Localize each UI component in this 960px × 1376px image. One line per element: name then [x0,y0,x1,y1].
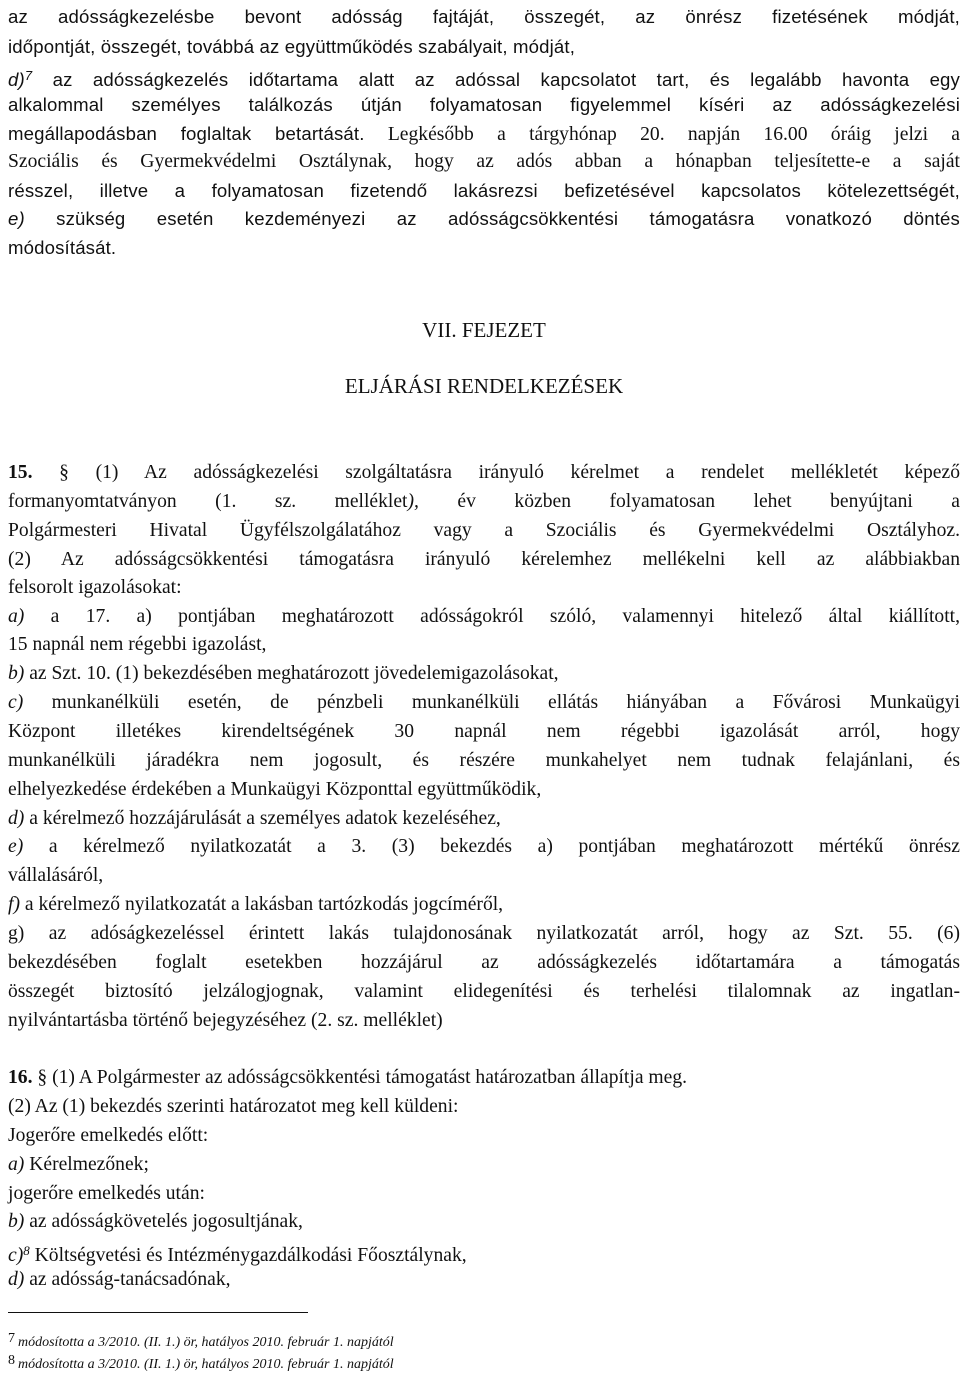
list-item-f [8,893,960,917]
text-span: (1) Az adósságkezelési szolgáltatásra irányuló kérelmet a rendelet mellékletét képező [68,462,960,483]
text-span: jogerőre emelkedés után: [8,1183,205,1204]
text-line [8,93,960,117]
text-line [8,1124,960,1148]
list-item-d [8,807,960,831]
text-line [8,749,960,773]
text-span: szükség esetén kezdeményezi az adósságcsökkentési támogatásra vonatkozó döntés [24,208,960,229]
text-line [8,1009,960,1033]
list-marker: e) [8,836,24,857]
text-line [8,864,960,888]
footnote-number: 7 [8,1331,15,1346]
text-span: alkalommal személyes találkozás útján folyamatosan figyelemmel kíséri az adósságkezelési [8,94,960,115]
chapter-number [8,318,960,342]
text-span: a 17. a) pontjában meghatározott adósságokról szóló, valamennyi hitelező által kiállított, [24,606,960,627]
list-marker: e) [8,208,25,229]
list-item-c [8,691,960,715]
list-marker: d) [8,1269,25,1290]
text-line [8,576,960,600]
text-span: összegét biztosító jelzálogjognak, valamint elidegenítési és terhelési tilalomnak az ingatlan- [8,981,960,1002]
list-marker: b) [8,1211,25,1232]
text-span: ), [407,491,419,512]
text-span: munkanélküli esetén, de pénzbeli munkanélküli ellátás hiányában a Fővárosi Munkaügyi [23,692,960,713]
text-line [8,720,960,744]
section-sign: § [37,1067,48,1088]
text-span: év közben folyamatosan lehet benyújtani a [418,491,960,512]
text-span: 15 napnál nem régebbi igazolást, [8,634,267,655]
text-span: az Szt. 10. (1) bekezdésében meghatározott jövedelemigazolásokat, [24,663,559,684]
text-line [8,35,960,59]
list-marker: c) [8,1245,24,1266]
list-marker: b) [8,663,25,684]
footnote-ref: 8 [23,1243,30,1258]
section-number: 15. [8,462,33,483]
text-span: munkanélküli járadékra nem jogosult, és részére munkahelyet nem tudnak felajánlani, és [8,750,960,771]
text-line [8,5,960,29]
list-item-a [8,605,960,629]
text-span: Költségvetési és Intézménygazdálkodási Főosztálynak, [29,1245,467,1266]
footnote-text: módosította a 3/2010. (II. 1.) ör, hatályos 2010. február 1. napjától [18,1357,394,1372]
text-line [8,179,960,203]
list-marker: a) [8,1154,25,1175]
text-span: Központ illetékes kirendeltségének 30 napnál nem régebbi igazolását arról, hogy [8,721,960,742]
list-item-b [8,1210,960,1234]
list-marker: f) [8,894,20,915]
list-marker: a) [8,606,25,627]
text-span: Kérelmezőnek; [24,1154,149,1175]
list-item-c [8,1239,960,1268]
list-item-g [8,922,960,946]
text-span: időpontját, összegét, továbbá az együttműködés szabályait, módját, [8,36,576,57]
heading-text: ELJÁRÁSI RENDELKEZÉSEK [344,374,624,398]
text-line [8,778,960,802]
heading-text: VII. FEJEZET [422,318,546,342]
text-span: a kérelmező nyilatkozatát a lakásban tartózkodás jogcíméről, [19,894,504,915]
text-span: módosítását. [8,237,117,258]
text-line [8,1182,960,1206]
text-line [8,519,960,543]
text-span: g) az adóságkezeléssel érintett lakás tulajdonosának nyilatkozatát arról, hogy az Szt. 55. (6) [8,923,960,944]
section-sign: § [59,462,69,483]
text-span: megállapodásban foglaltak betartását. [8,123,365,144]
text-span: formanyomtatványon (1. sz. melléklet [8,491,408,512]
text-span: Polgármesteri Hivatal Ügyfélszolgálatához vagy a Szociális és Gyermekvédelmi Osztályhoz. [8,520,960,541]
text-line [8,122,960,147]
text-span: az adósságkezelés időtartama alatt az adóssal kapcsolatot tart, és legalább havonta egy [32,69,960,90]
list-item-b [8,662,960,686]
footnote-ref: 7 [24,68,33,83]
list-item-d [8,1268,960,1292]
list-item-e [8,835,960,859]
text-span: Szociális és Gyermekvédelmi Osztálynak, hogy az adós abban a hónapban teljesítette-e a saját [8,151,960,172]
footnote [8,1330,394,1352]
footnote-number: 8 [8,1353,15,1368]
text-line [8,1095,960,1119]
footnote-divider [8,1312,308,1313]
text-line [8,548,960,572]
list-marker: d) [8,808,25,829]
text-span: felsorolt igazolásokat: [8,577,182,598]
text-span: az adósság-tanácsadónak, [24,1269,231,1290]
text-span: bekezdésében foglalt esetekben hozzájárul az adósságkezelés időtartamára a támogatás [8,952,960,973]
text-span: vállalásáról, [8,865,104,886]
text-span: résszel, illetve a folyamatosan fizetendő lakásrezsi befizetésével kapcsolatos kötelezettségét, [8,180,960,201]
text-line [8,236,960,260]
text-span: elhelyezkedése érdekében a Munkaügyi Központtal együttműködik, [8,779,542,800]
text-span: (2) Az adósságcsökkentési támogatásra irányuló kérelemhez mellékelni kell az alábbiakban [8,549,960,570]
footnote [8,1352,394,1374]
text-span: (1) A Polgármester az adósságcsökkentési támogatást határozatban állapítja meg. [47,1067,688,1088]
text-span: a kérelmező nyilatkozatát a 3. (3) bekezdés a) pontjában meghatározott mértékű önrész [23,836,960,857]
text-span: a kérelmező hozzájárulását a személyes adatok kezeléséhez, [24,808,501,829]
section-15-heading-line [8,461,960,485]
text-span: az adósságkezelésbe bevont adósság fajtáját, összegét, az önrész fizetésének módját, [8,6,960,27]
list-marker: c) [8,692,24,713]
text-line [8,633,960,657]
section-number: 16. [8,1067,33,1088]
text-span: az adósságkövetelés jogosultjának, [24,1211,303,1232]
text-span: (2) Az (1) bekezdés szerinti határozatot meg kell küldeni: [8,1096,459,1117]
text-span: nyilvántartásba történő bejegyzéséhez (2. sz. melléklet) [8,1010,443,1031]
chapter-title [8,374,960,398]
section-16-heading-line [8,1066,960,1090]
text-line [8,951,960,975]
text-span: Jogerőre emelkedés előtt: [8,1125,209,1146]
list-marker: d) [8,69,25,90]
list-item-d [8,64,960,92]
list-item-a [8,1153,960,1177]
text-line [8,980,960,1004]
text-span: Legkésőbb a tárgyhónap 20. napján 16.00 óráig jelzi a [364,124,960,145]
footnote-text: módosította a 3/2010. (II. 1.) ör, hatályos 2010. február 1. napjától [18,1335,394,1350]
text-line [8,150,960,174]
list-item-e [8,207,960,231]
text-line [8,490,960,514]
